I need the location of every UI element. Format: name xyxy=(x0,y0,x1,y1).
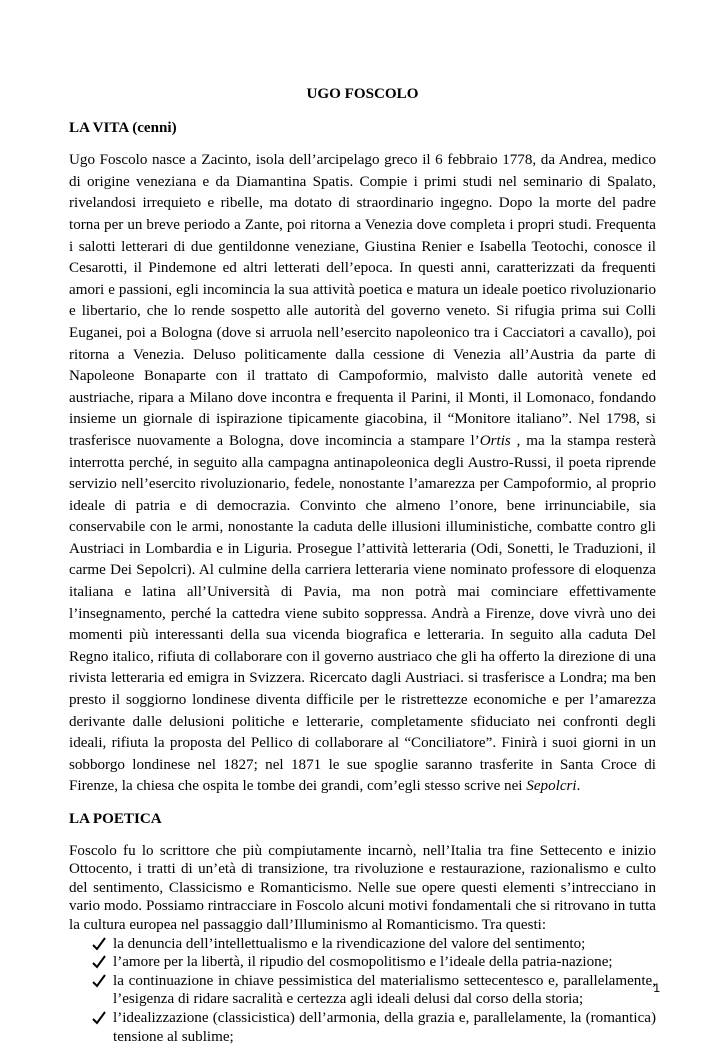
paragraph-vita-part-1: Ugo Foscolo nasce a Zacinto, isola dell’arcipelago greco il 6 febbraio 1778, da Andrea, medico di origine veneziana e da Diamantina Spatis. Compie i primi studi nel seminario di Spalato, rivelandosi irrequieto e ribelle, ma dotato di straordinario ingegno. Dopo la morte del padre torna per un breve periodo a Zante, poi ritorna a Venezia dove completa i propri studi. Frequenta i salotti letterari di due gentildonne veneziane, Giustina Renier e Isabella Teotochi, conosce il Cesarotti, il Pindemone ed altri letterati dell’epoca. In questi anni, caratterizzati da frequenti amori e passioni, egli incomincia la sua attività poetica e matura un ideale poetico rivoluzionario e libertario, che lo rende sospetto alle autorità del governo veneto. Si rifugia prima sui Colli Euganei, poi a Bologna (dove si arruola nell’esercito napoleonico tra i Cacciatori a cavallo), poi ritorna a Venezia. Deluso politicamente dalla cessione di Venezia all’Austria da parte di Napoleone Bonaparte con il trattato di Campoformio, malvisto dalle autorità venete ed austriache, ripara a Milano dove incontra e frequenta il Parini, il Monti, il Lomonaco, fondando insieme un giornale di ispirazione tipicamente giacobina, il “Monitore italiano”. Nel 1798, si trasferisce nuovamente a Bologna, dove incomincia a stampare l’ xyxy=(69,152,656,449)
sepolcri-title: Sepolcri xyxy=(526,778,577,795)
list-item xyxy=(91,972,656,1009)
checkmark-icon xyxy=(91,972,107,990)
ortis-title: Ortis xyxy=(479,432,511,449)
document-title: UGO FOSCOLO xyxy=(306,86,419,102)
list-item-text: l’amore per la libertà, il ripudio del cosmopolitismo e l’ideale della patria-nazione; xyxy=(113,954,613,971)
section-heading-poetica: LA POETICA xyxy=(69,811,162,827)
list-item-text: la denuncia dell’intellettualismo e la rivendicazione del valore del sentimento; xyxy=(113,935,586,952)
paragraph-poetica: Foscolo fu lo scrittore che più compiutamente incarnò, nell’Italia tra fine Settecento e inizio Ottocento, i tratti di un’età di transizione, tra rivoluzione e restaurazione, razionalismo e culto del sentimento, Classicismo e Romanticismo. Nelle sue opere questi elementi s’intrecciano in vario modo. Possiamo rintracciare in Foscolo alcuni motivi fondamentali che si ritrovano in tutta la cultura europea nel passaggio dall’Illuminismo al Romanticismo. Tra questi: xyxy=(69,842,656,933)
checkmark-icon xyxy=(91,953,107,971)
paragraph-vita xyxy=(69,150,656,798)
list-item xyxy=(91,1009,656,1046)
paragraph-vita-part-2: , ma la stampa resterà interrotta perché, in seguito alla campagna antinapoleonica degli Austro-Russi, il poeta riprende servizio nell’esercito rivoluzionario, fedele, nonostante l’amarezza per Campoformio, al proprio ideale di patria e di democrazia. Convinto che almeno l’onore, bene irrinunciabile, sia conservabile con le armi, nonostante la caduta delle illusioni illuministiche, combatte contro gli Austriaci in Lombardia e in Liguria. Prosegue l’attività letteraria (Odi, Sonetti, le Traduzioni, il carme Dei Sepolcri). Al culmine della carriera letteraria viene nominato professore di eloquenza italiana e latina all’Università di Pavia, ma non potrà mai cominciare effettivamente l’insegnamento, perché la cattedra viene subito soppressa. Andrà a Firenze, dove vivrà uno dei momenti più interessanti della sua vicenda biografica e letteraria. In seguito alla caduta Del Regno italico, rifiuta di collaborare con il governo austriaco che gli ha offerto la direzione di una rivista letteraria ed emigra in Svizzera. Ricercato dagli Austriaci. si trasferisce a Londra; ma ben presto il soggiorno londinese diventa difficile per le ristrettezze economiche e per l’amarezza derivante dalle delusioni politiche e letterarie, completamente sfiduciato nei confronti degli ideali, rifiuta la proposta del Pellico di collaborare al “Conciliatore”. Finirà i suoi giorni in un sobborgo londinese nel 1827; nel 1871 le sue spoglie saranno trasferite in Santa Croce di Firenze, la chiesa che ospita le tombe dei grandi, com’egli stesso scrive nei xyxy=(69,432,656,795)
list-item-text: la continuazione in chiave pessimistica del materialismo settecentesco e, parallelamente, l’esigenza di ridare sacralità e certezza agli ideali delusi dal corso della storia; xyxy=(113,972,656,1008)
list-item-text: l’idealizzazione (classicistica) dell’armonia, della grazia e, parallelamente, la (romantica) tensione al sublime; xyxy=(113,1009,656,1045)
section-heading-vita: LA VITA (cenni) xyxy=(69,119,177,136)
paragraph-vita-part-3: . xyxy=(576,778,581,795)
list-item xyxy=(91,953,656,972)
poetica-list xyxy=(69,935,656,1046)
checkmark-icon xyxy=(91,1009,107,1027)
document-body xyxy=(69,84,656,1046)
page-number: 1 xyxy=(653,981,660,995)
checkmark-icon xyxy=(91,935,107,953)
list-item xyxy=(91,935,656,954)
